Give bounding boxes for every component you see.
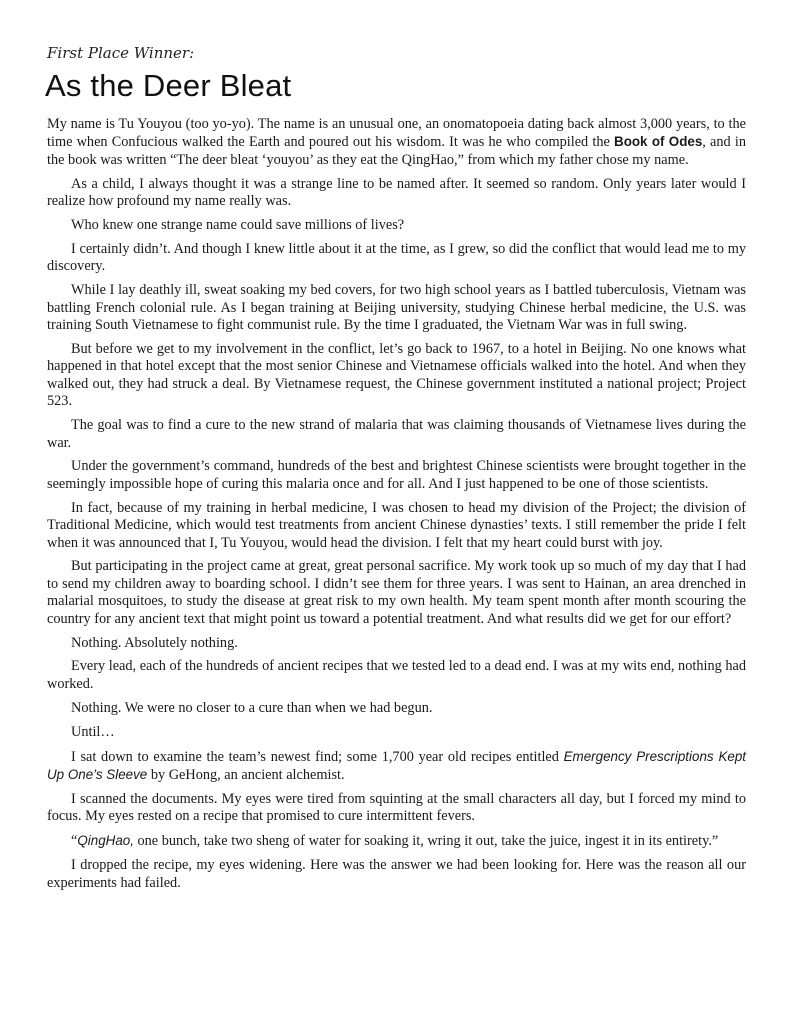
book-title-emergency-prescriptions: Emergency Prescriptions Kept Up One’s Sleeve [47,748,746,782]
article-body [47,116,746,898]
paragraph-17-text: one bunch, take two sheng of water for soaking it, wring it out, take the juice, ingest it in its entirety.” [133,833,719,850]
paragraph-13: Nothing. We were no closer to a cure than when we had begun. [71,699,433,716]
paragraph-7: The goal was to find a cure to the new strand of malaria that was claiming thousands of Vietnamese lives during the war. [47,417,746,451]
paragraph-9: In fact, because of my training in herbal medicine, I was chosen to head my division of the Project; the division of Traditional Medicine, which would test treatments from ancient Chinese dynasties’ texts. I still remember the pride I felt when it was announced that I, Tu Youyou, would head the division. I felt that my heart could burst with joy. [47,499,746,551]
paragraph-17-quote [47,832,746,850]
paragraph-15 [47,748,746,785]
paragraph-8: Under the government’s command, hundreds of the best and brightest Chinese scientists were brought together in the seemingly impossible hope of curing this malaria once and for all. And I just happened to be one of those scientists. [47,458,746,492]
paragraph-5: While I lay deathly ill, sweat soaking my bed covers, for two high school years as I battled tuberculosis, Vietnam was battling French colonial rule. As I began training at Beijing university, studying Chinese herbal medicine, the U.S. was training South Vietnamese to fight communist rule. By the time I graduated, the Vietnam War was in full swing. [47,282,746,334]
page-title: As the Deer Bleat [45,68,292,103]
paragraph-16: I scanned the documents. My eyes were tired from squinting at the small characters all day, but I forced my mind to focus. My eyes rested on a recipe that promised to cure intermittent fevers. [47,790,746,825]
paragraph-3: Who knew one strange name could save millions of lives? [71,217,405,234]
paragraph-10: But participating in the project came at great, great personal sacrifice. My work took up so much of my day that I had to send my children away to boarding school. I didn’t see them for three years. I was sent to Hainan, an area drenched in malarial mosquitoes, to study the disease at great risk to my own health. My team spent month after month scouring the country for any ancient text that might point us toward a potential treatment. And what results did we get for our effort? [47,558,746,627]
book-title-book-of-odes: Book of Odes [614,134,703,150]
paragraph-1-text-a: My name is Tu Youyou (too yo-yo). The name is an unusual one, an onomatopoeia dating back almost 3,000 years, to the time when Confucious walked the Earth and poured out his wisdom. It was he who compiled the [47,116,746,151]
paragraph-1-text-b: , and in the book was written “The deer bleat ‘youyou’ as they eat the QingHao,” from which my father chose my name. [47,134,746,168]
paragraph-15-text-b: by GeHong, an ancient alchemist. [147,767,345,783]
paragraph-15-text-a: I sat down to examine the team’s newest find; some 1,700 year old recipes entitled [71,748,564,765]
herb-name-qinghao: QingHao, [77,833,134,849]
paragraph-6: But before we get to my involvement in the conflict, let’s go back to 1967, to a hotel in Beijing. No one knows what happened in that hotel except that the most senior Chinese and Vietnamese officials walked into the hotel. And when they walked out, they had struck a deal. By Vietnamese request, the Chinese government instituted a national project; Project 523. [47,340,746,410]
paragraph-12: Every lead, each of the hundreds of ancient recipes that we tested led to a dead end. I was at my wits end, nothing had worked. [47,658,746,692]
paragraph-18: I dropped the recipe, my eyes widening. Here was the answer we had been looking for. Here was the reason all our experiments had failed. [47,857,746,891]
paragraph-2: As a child, I always thought it was a strange line to be named after. It seemed so random. Only years later would I realize how profound my name really was. [47,175,746,210]
paragraph-4: I certainly didn’t. And though I knew little about it at the time, as I grew, so did the conflict that would lead me to my discovery. [47,240,746,275]
paragraph-11: Nothing. Absolutely nothing. [71,634,238,651]
paragraph-1 [47,116,746,169]
paragraph-14: Until… [71,723,115,740]
award-kicker: First Place Winner: [47,44,195,62]
quote-open-mark: “ [71,833,78,850]
